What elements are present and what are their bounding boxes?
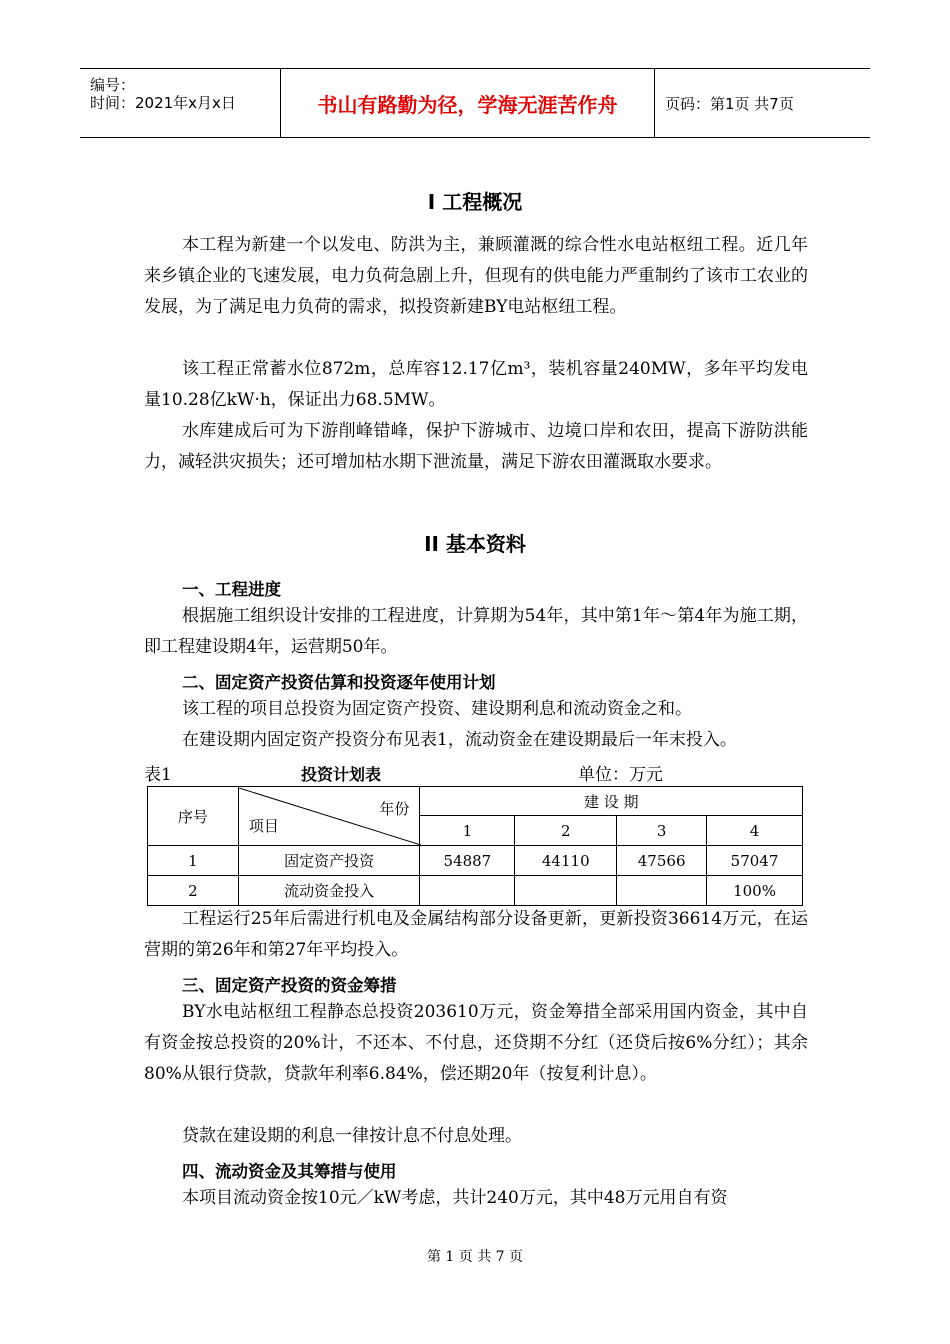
row-value [515, 876, 617, 906]
paragraph: 根据施工组织设计安排的工程进度，计算期为54年，其中第1年～第4年为施工期，即工程建设期4年，运营期50年。 [144, 606, 808, 657]
paragraph: 贷款在建设期的利息一律按计息不付息处理。 [182, 1126, 522, 1146]
row-value: 47566 [617, 846, 707, 876]
row-item: 固定资产投资 [238, 846, 420, 876]
table-title: 投资计划表 [301, 765, 382, 784]
row-value: 100% [707, 876, 803, 906]
row-value: 54887 [420, 846, 515, 876]
year-2: 2 [515, 816, 617, 846]
number-label: 编号： [90, 76, 136, 94]
header-construction-period: 建 设 期 [420, 787, 803, 816]
paragraph: 该工程的项目总投资为固定资产投资、建设期利息和流动资金之和。 [182, 699, 692, 719]
investment-table [147, 786, 803, 906]
row-value: 44110 [515, 846, 617, 876]
paragraph: 该工程正常蓄水位872m，总库容12.17亿m³，装机容量240MW，多年平均发电量10.28亿kW·h，保证出力68.5MW。 [144, 359, 808, 410]
table-unit: 单位：万元 [578, 765, 663, 785]
row-value [617, 876, 707, 906]
subsection-title: 二、固定资产投资估算和投资逐年使用计划 [182, 673, 496, 692]
row-item: 流动资金投入 [238, 876, 420, 906]
paragraph: 在建设期内固定资产投资分布见表1，流动资金在建设期最后一年末投入。 [182, 730, 737, 750]
row-seq: 1 [148, 846, 239, 876]
table-label: 表1 [144, 765, 172, 785]
paragraph: 本工程为新建一个以发电、防洪为主，兼顾灌溉的综合性水电站枢纽工程。近几年来乡镇企业的飞速发展，电力负荷急剧上升，但现有的供电能力严重制约了该市工农业的发展，为了满足电力负荷的需求，拟投资新建BY电站枢纽工程。 [144, 235, 808, 317]
year-1: 1 [420, 816, 515, 846]
header-seq: 序号 [148, 787, 239, 846]
header-meta [80, 69, 280, 137]
page-header [80, 68, 870, 138]
time-label: 时间：2021年x月x日 [90, 94, 236, 112]
header-year: 年份 [379, 799, 410, 818]
header-item: 项目 [248, 816, 279, 835]
page-info: 页码：第1页 共7页 [665, 95, 794, 113]
paragraph: 本项目流动资金按10元／kW考虑，共计240万元，其中48万元用自有资 [182, 1188, 728, 1208]
paragraph: 水库建成后可为下游削峰错峰，保护下游城市、边境口岸和农田，提高下游防洪能力，减轻洪灾损失；还可增加枯水期下泄流量，满足下游农田灌溉取水要求。 [144, 421, 808, 472]
page-footer: 第 1 页 共 7 页 [426, 1249, 524, 1265]
motto: 书山有路勤为径，学海无涯苦作舟 [280, 69, 655, 137]
table-row [148, 876, 803, 906]
year-4: 4 [707, 816, 803, 846]
row-seq: 2 [148, 876, 239, 906]
subsection-title: 四、流动资金及其筹措与使用 [182, 1162, 397, 1181]
subsection-title: 三、固定资产投资的资金筹措 [182, 976, 397, 995]
table-row [148, 846, 803, 876]
year-3: 3 [617, 816, 707, 846]
subsection-title: 一、工程进度 [182, 580, 281, 599]
row-value [420, 876, 515, 906]
row-value: 57047 [707, 846, 803, 876]
header-diagonal [238, 787, 420, 846]
paragraph: BY水电站枢纽工程静态总投资203610万元，资金筹措全部采用国内资金，其中自有资金按总投资的20%计，不还本、不付息，还贷期不分红（还贷后按6%分红）；其余80%从银行贷款，贷款年利率6.84%，偿还期20年（按复利计息）。 [144, 1002, 808, 1084]
paragraph: 工程运行25年后需进行机电及金属结构部分设备更新，更新投资36614万元，在运营期的第26年和第27年平均投入。 [144, 909, 808, 960]
section-2-title: II 基本资料 [424, 532, 526, 556]
section-1-title: I 工程概况 [427, 190, 523, 214]
